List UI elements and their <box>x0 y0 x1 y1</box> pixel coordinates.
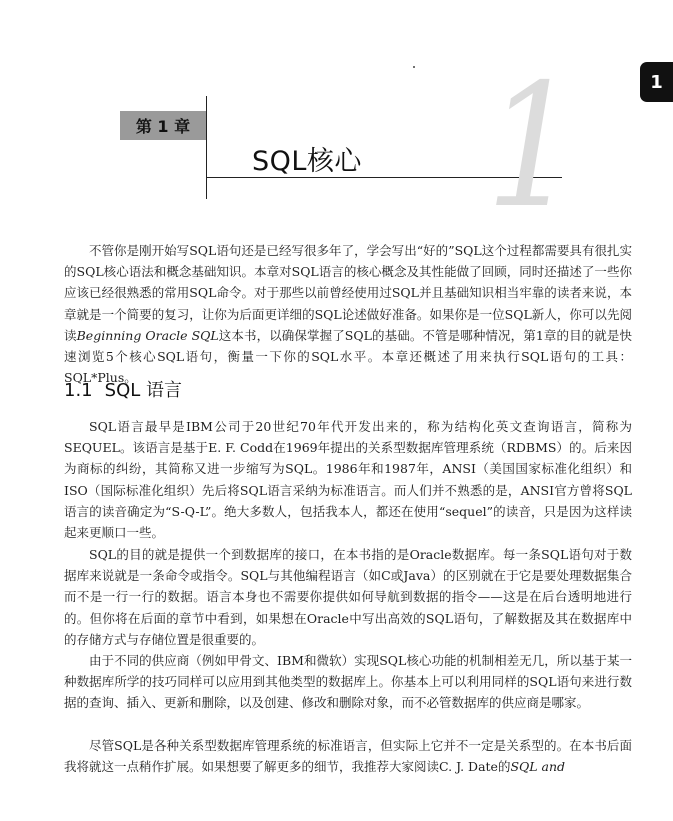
intro-text-b: 这本书，以确保掌握了SQL的基础。不管是哪种情况，第1章的目的就是快速浏览5个核心SQL语句，衡量一下你的SQL水平。本章还概述了用来执行SQL语句的工具：SQL*Plus。 <box>64 327 632 386</box>
chapter-number-badge: 第 1 章 <box>120 111 206 140</box>
section-paragraph-3: 由于不同的供应商（例如甲骨文、IBM和微软）实现SQL核心功能的机制相差无几，所以基于某一种数据库所学的技巧同样可以应用到其他类型的数据库上。你基本上可以利用同样的SQL语句来进行数据的查询、插入、更新和删除，以及创建、修改和删除对象，而不必管数据库的供应商是哪家。 <box>64 653 632 711</box>
chapter-big-numeral: 1 <box>486 48 578 246</box>
print-mark <box>413 66 415 68</box>
section-number: 1.1 <box>64 380 93 401</box>
book-title-beginning-oracle-sql: Beginning Oracle SQL <box>76 327 219 343</box>
book-title-sql-and: SQL and <box>510 759 566 775</box>
section-paragraph-1: SQL语言最早是IBM公司于20世纪70年代开发出来的，称为结构化英文查询语言，简称为SEQUEL。该语言是基于E. F. Codd在1969年提出的关系型数据库管理系统（RDBMS）的。后来因为商标的纠纷，其简称又进一步缩写为SQL。1986年和1987年，ANSI（美国国家标准化组织）和ISO（国际标准化组织）先后将SQL语言采纳为标准语言。而人们并不熟悉的是，ANSI官方曾将SQL语言的读音确定为“S-Q-L”。绝大多数人，包括我本人，都还在使用“sequel”的读音，只是因为这样读起来更顺口一些。 <box>64 419 632 541</box>
section-title: SQL 语言 <box>104 380 182 401</box>
intro-text-a: 不管你是刚开始写SQL语句还是已经写很多年了，学会写出“好的”SQL这个过程都需要具有很扎实的SQL核心语法和概念基础知识。本章对SQL语言的核心概念及其性能做了回顾，同时还描述了一些你应该已经很熟悉的常用SQL命令。对于那些以前曾经使用过SQL并且基础知识相当牢靠的读者来说，本章就是一个简要的复习，让你为后面更详细的SQL论述做好准备。如果你是一位SQL新人，你可以先阅读 <box>64 243 632 343</box>
intro-paragraph <box>64 240 632 388</box>
section-heading <box>64 376 182 402</box>
heading-vertical-rule <box>206 96 207 199</box>
section-paragraph-2: SQL的目的就是提供一个到数据库的接口，在本书指的是Oracle数据库。每一条SQL语句对于数据库来说就是一条命令或指令。SQL与其他编程语言（如C或Java）的区别就在于它是要处理数据集合而不是一行一行的数据。语言本身也不需要你提供如何导航到数据的指令——这是在后台透明地进行的。但你将在后面的章节中看到，如果想在Oracle中写出高效的SQL语句，了解数据及其在数据库中的存储方式与存储位置是很重要的。 <box>64 547 632 647</box>
section-paragraph-4 <box>64 735 632 777</box>
section-paragraph-4-text: 尽管SQL是各种关系型数据库管理系统的标准语言，但实际上它并不一定是关系型的。在本书后面我将就这一点稍作扩展。如果想要了解更多的细节，我推荐大家阅读C. J. Date的 <box>64 738 632 775</box>
chapter-side-tab: 1 <box>640 62 673 102</box>
chapter-title: SQL核心 <box>252 146 362 177</box>
